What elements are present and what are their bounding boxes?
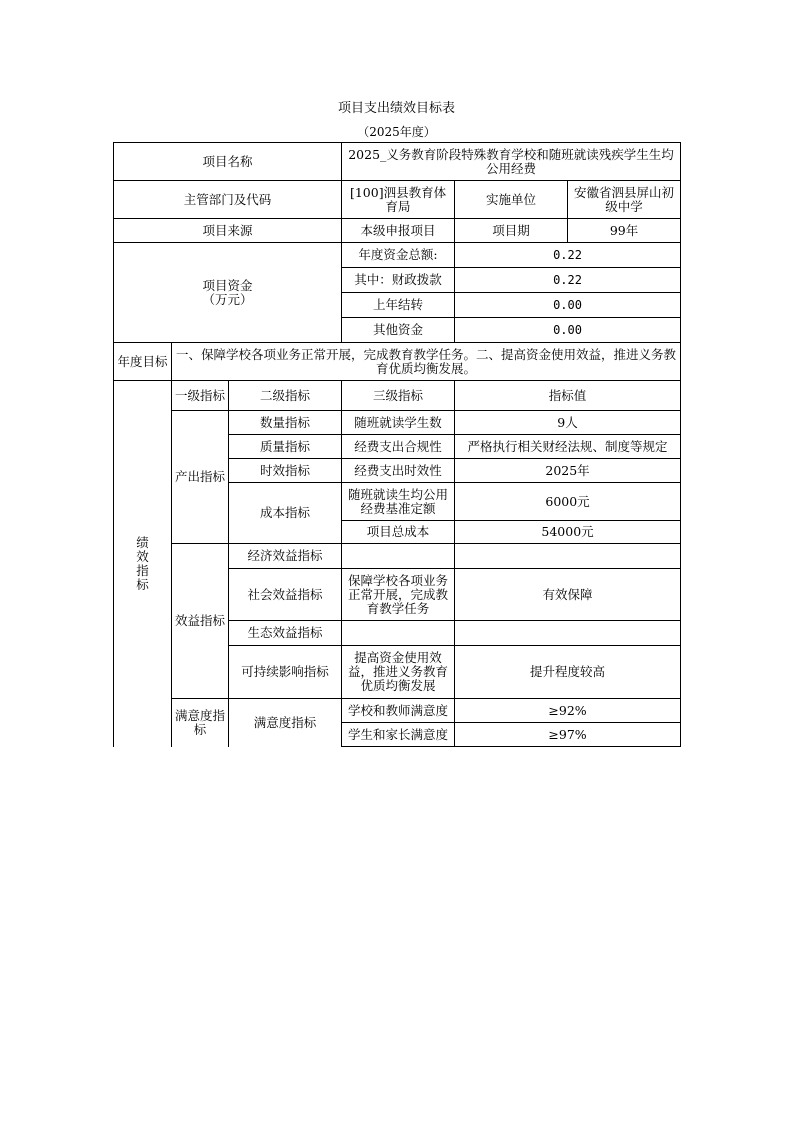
annual-goal-label: 年度目标: [114, 343, 172, 381]
sustainable-value: 提升程度较高: [455, 646, 681, 699]
cost1-value: 6000元: [455, 483, 681, 521]
impl-value: 安徽省泗县屏山初级中学: [568, 181, 681, 219]
performance-target-table: [113, 142, 681, 747]
source-row: [114, 219, 681, 243]
timeliness-value: 2025年: [455, 459, 681, 483]
sat1-l3: 学校和教师满意度: [342, 699, 455, 723]
fund-carryover-value: 0.00: [455, 293, 681, 318]
impl-label: 实施单位: [455, 181, 568, 219]
cost1-l3: 随班就读生均公用经费基准定额: [342, 483, 455, 521]
project-name-row: [114, 143, 681, 181]
cost2-l3: 项目总成本: [342, 521, 455, 544]
satisfaction-l2: 满意度指标: [229, 699, 342, 747]
dept-row: [114, 181, 681, 219]
fund-label-line2: （万元）: [202, 291, 253, 307]
indicator-header-row: [114, 381, 681, 411]
quantity-l2: 数量指标: [229, 411, 342, 435]
ecological-l2: 生态效益指标: [229, 621, 342, 646]
sustainable-l3: 提高资金使用效益，推进义务教育优质均衡发展: [342, 646, 455, 699]
header-level3: 三级指标: [342, 381, 455, 411]
ecological-l3: [342, 621, 455, 646]
benefit-indicator-label: 效益指标: [172, 544, 229, 699]
fund-fiscal-value: 0.22: [455, 268, 681, 293]
header-level2: 二级指标: [229, 381, 342, 411]
sat2-value: ≥97%: [455, 723, 681, 747]
source-label: 项目来源: [114, 219, 342, 243]
economic-l3: [342, 544, 455, 569]
quantity-row: [114, 411, 681, 435]
fund-total-row: [114, 243, 681, 268]
quantity-value: 9人: [455, 411, 681, 435]
economic-value: [455, 544, 681, 569]
fund-carryover-label: 上年结转: [342, 293, 455, 318]
annual-goal-text: 一、保障学校各项业务正常开展，完成教育教学任务。二、提高资金使用效益，推进义务教育优质均衡发展。: [172, 343, 681, 381]
sat2-l3: 学生和家长满意度: [342, 723, 455, 747]
fund-total-value: 0.22: [455, 243, 681, 268]
project-name-label: 项目名称: [114, 143, 342, 181]
sat1-value: ≥92%: [455, 699, 681, 723]
sustainable-l2: 可持续影响指标: [229, 646, 342, 699]
cost2-value: 54000元: [455, 521, 681, 544]
fund-label: [114, 243, 342, 343]
economic-row: [114, 544, 681, 569]
quantity-l3: 随班就读学生数: [342, 411, 455, 435]
dept-label: 主管部门及代码: [114, 181, 342, 219]
page-subtitle: （2025年度）: [357, 125, 436, 139]
project-name-value: 2025_义务教育阶段特殊教育学校和随班就读残疾学生生均公用经费: [342, 143, 681, 181]
source-value: 本级申报项目: [342, 219, 455, 243]
annual-goal-row: [114, 343, 681, 381]
satisfaction-row-1: [114, 699, 681, 723]
satisfaction-indicator-label: 满意度指标: [172, 699, 229, 747]
quality-l2: 质量指标: [229, 435, 342, 459]
quality-l3: 经费支出合规性: [342, 435, 455, 459]
period-value: 99年: [568, 219, 681, 243]
timeliness-l3: 经费支出时效性: [342, 459, 455, 483]
social-l3: 保障学校各项业务正常开展，完成教育教学任务: [342, 569, 455, 621]
quality-value: 严格执行相关财经法规、制度等规定: [455, 435, 681, 459]
header-value: 指标值: [455, 381, 681, 411]
social-value: 有效保障: [455, 569, 681, 621]
performance-indicator-label: 绩效指标: [114, 381, 172, 747]
cost-l2: 成本指标: [229, 483, 342, 544]
header-level1: 一级指标: [172, 381, 229, 411]
output-indicator-label: 产出指标: [172, 411, 229, 544]
fund-other-value: 0.00: [455, 318, 681, 343]
fund-fiscal-label: 其中：财政拨款: [342, 268, 455, 293]
ecological-value: [455, 621, 681, 646]
social-l2: 社会效益指标: [229, 569, 342, 621]
timeliness-l2: 时效指标: [229, 459, 342, 483]
dept-value: [100]泗县教育体育局: [342, 181, 455, 219]
period-label: 项目期: [455, 219, 568, 243]
fund-total-label: 年度资金总额:: [342, 243, 455, 268]
fund-label-line1: 项目资金: [202, 277, 253, 293]
fund-other-label: 其他资金: [342, 318, 455, 343]
economic-l2: 经济效益指标: [229, 544, 342, 569]
page-title: 项目支出绩效目标表: [337, 101, 455, 116]
